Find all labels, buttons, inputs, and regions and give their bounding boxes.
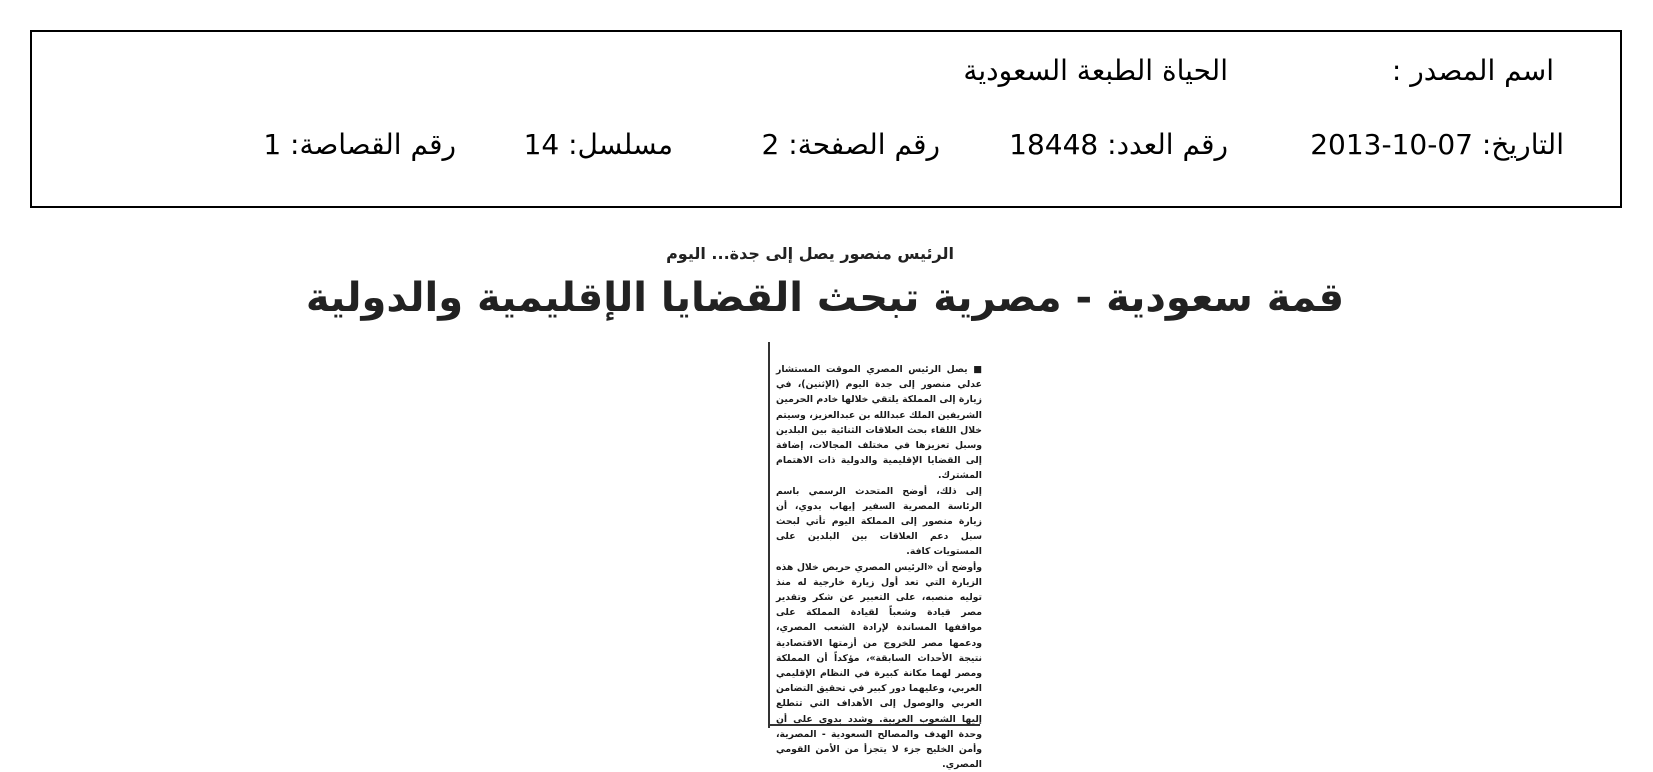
serial-value: 14	[523, 128, 560, 161]
article-headline: قمة سعودية - مصرية تبحث القضايا الإقليمية والدولية	[305, 275, 1345, 321]
article-kicker: الرئيس منصور يصل إلى جدة... اليوم	[666, 244, 954, 263]
date-field	[1310, 128, 1564, 162]
issue-field	[1009, 128, 1228, 162]
date-value: 2013-10-07	[1310, 128, 1473, 161]
page-label: رقم الصفحة:	[788, 128, 940, 161]
issue-label: رقم العدد:	[1107, 128, 1228, 161]
clip-value: 1	[263, 128, 282, 161]
article-paragraph: وأوضح أن «الرئيس المصري حريص خلال هذه الزيارة التي تعد أول زيارة خارجية له منذ توليه منصبه، على التعبير عن شكر وتقدير مصر قيادة وشعباً لقيادة المملكة على مواقفها المساندة لإرادة الشعب المصري، ودعمها مصر للخروج من أزمتها الاقتصادية نتيجة الأحداث السابقة»، مؤكداً أن المملكة ومصر لهما مكانة كبيرة في النظام الإقليمي العربي، وعليهما دور كبير في تحقيق التضامن العربي والوصول إلى الأهداف التي تتطلع إليها الشعوب العربية. وشدد بدوي على أن وحدة الهدف والمصالح السعودية - المصرية، وأمن الخليج جزء لا يتجزأ من الأمن القومي المصري.	[776, 561, 982, 771]
source-value: الحياة الطبعة السعودية	[963, 54, 1228, 87]
serial-field	[524, 128, 673, 162]
column-rule	[768, 342, 770, 728]
clip-field	[263, 128, 456, 162]
serial-label: مسلسل:	[568, 128, 673, 161]
issue-value: 18448	[1009, 128, 1099, 161]
source-info-box	[30, 30, 1622, 208]
article-paragraph: إلى ذلك، أوضح المتحدث الرسمي باسم الرئاسة المصرية السفير إيهاب بدوي، أن زيارة منصور إلى المملكة اليوم تأتي لبحث سبل دعم العلاقات بين البلدين على المستويات كافة.	[776, 485, 982, 558]
article-body	[776, 362, 982, 771]
clip-label: رقم القصاصة:	[290, 128, 456, 161]
date-label: التاريخ:	[1481, 128, 1564, 161]
page-field	[762, 128, 940, 162]
page-value: 2	[761, 128, 780, 161]
source-label: اسم المصدر :	[1391, 54, 1554, 87]
article-paragraph: ■ يصل الرئيس المصري الموقت المستشار عدلي منصور إلى جدة اليوم (الإثنين)، في زيارة إلى المملكة يلتقي خلالها خادم الحرمين الشريفين الملك عبدالله بن عبدالعزيز، وسيتم خلال اللقاء بحث العلاقات الثنائية بين البلدين وسبل تعزيزها في مختلف المجالات، إضافة إلى القضايا الإقليمية والدولية ذات الاهتمام المشترك.	[776, 364, 982, 482]
